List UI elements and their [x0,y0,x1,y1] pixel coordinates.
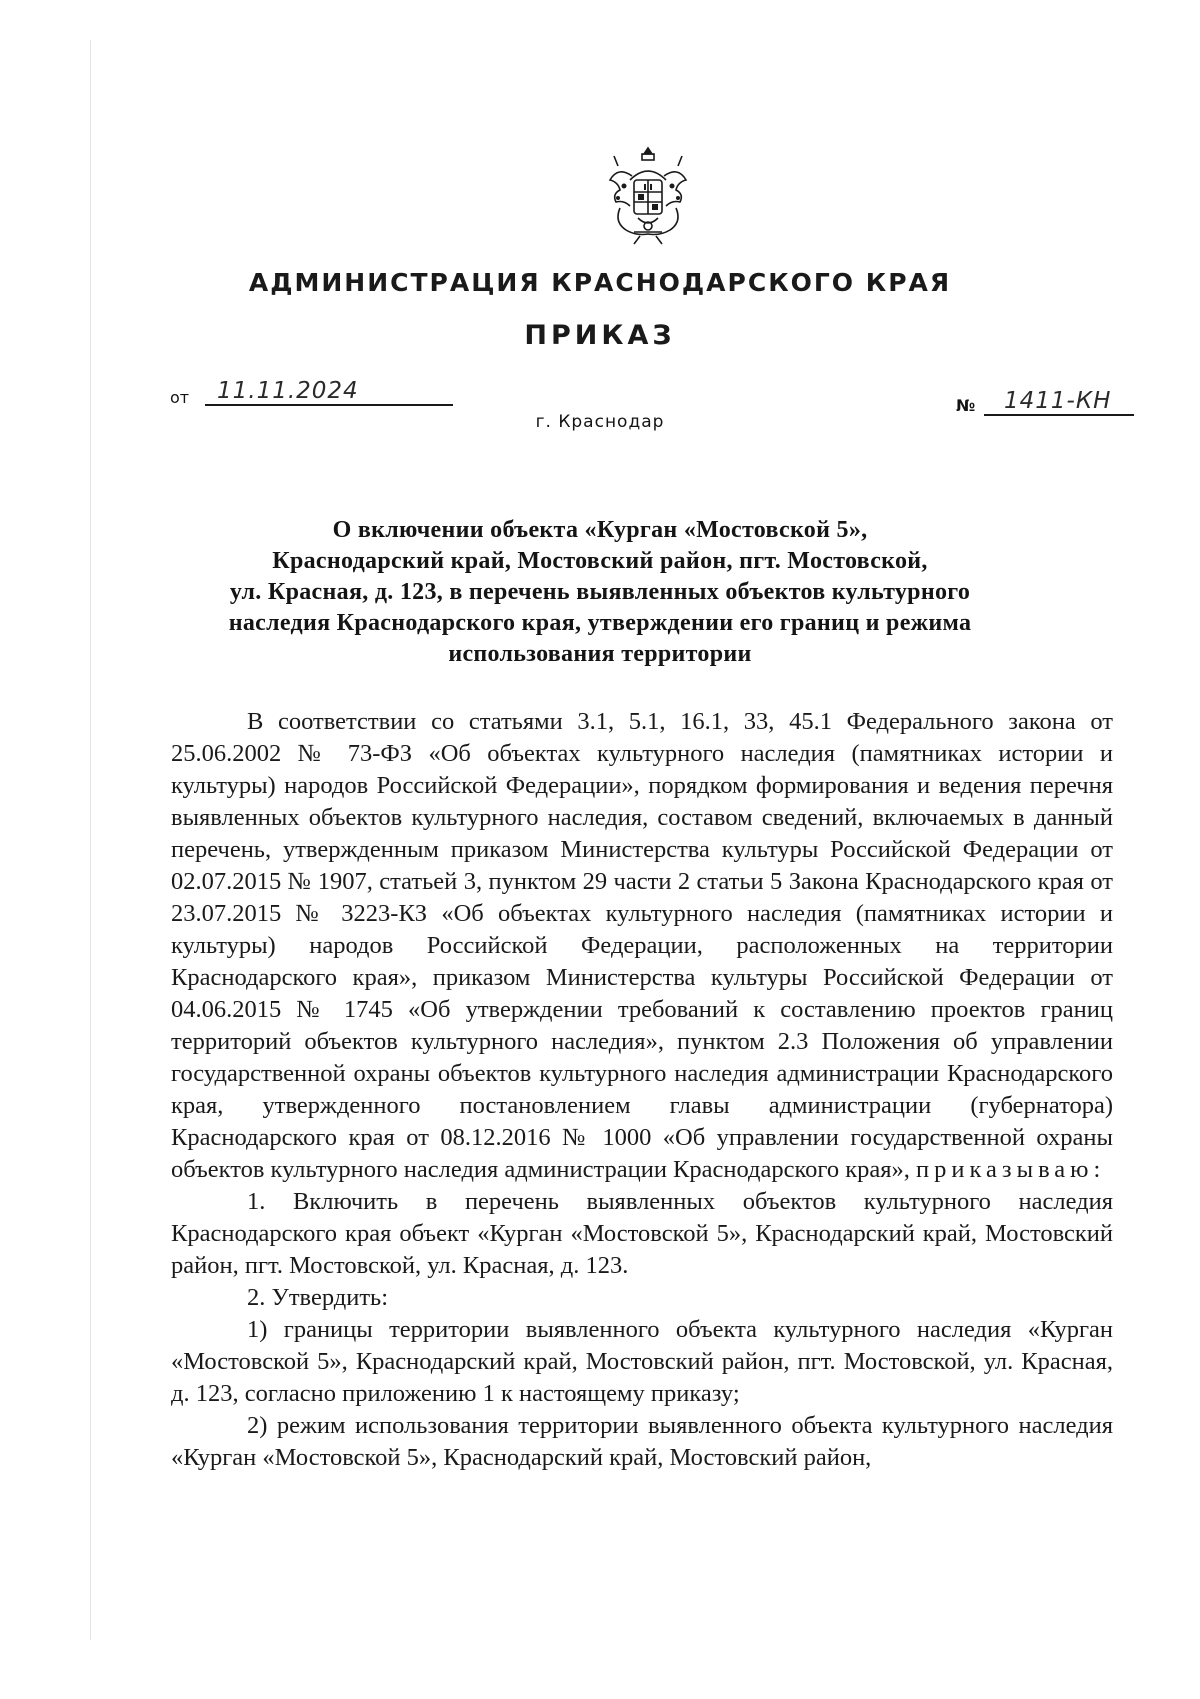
document-type-heading: ПРИКАЗ [524,320,676,351]
title-line: Краснодарский край, Мостовский район, пгт. Мостовской, [272,548,928,574]
document-title [150,515,1050,670]
date-value: 11.11.2024 [217,378,359,404]
item-1-paragraph: 1. Включить в перечень выявленных объектов культурного наследия Краснодарского края объект «Курган «Мостовской 5», Краснодарский край, Мостовский район, пгт. Мостовской, ул. Красная, д. 123. [171,1188,1113,1279]
item-2-paragraph: 2. Утвердить: [247,1284,389,1311]
document-body [171,706,1113,1474]
coat-of-arms-icon [604,146,692,246]
title-line: использования территории [448,641,752,667]
date-field [205,374,453,406]
city-label: г. Краснодар [535,412,665,432]
organization-heading: АДМИНИСТРАЦИЯ КРАСНОДАРСКОГО КРАЯ [248,268,952,297]
number-value: 1411-КН [1004,388,1112,414]
preamble-paragraph [171,706,1113,1186]
title-line: ул. Красная, д. 123, в перечень выявленных объектов культурного [229,579,971,605]
item-2-1-paragraph: 1) границы территории выявленного объекта культурного наследия «Курган «Мостовской 5», Краснодарский край, Мостовский район, пгт. Мостовской, ул. Красная, д. 123, согласно приложению 1 к настоящему приказу; [171,1316,1113,1407]
title-line: наследия Краснодарского края, утверждении его границ и режима [228,610,972,636]
date-label: от [170,388,190,407]
number-field [984,384,1134,416]
order-word: приказываю: [916,1156,1106,1183]
preamble-text: В соответствии со статьями 3.1, 5.1, 16.1, 33, 45.1 Федерального закона от 25.06.2002 № 73-ФЗ «Об объектах культурного наследия (памятниках истории и культуры) народов Российской Федерации», порядком формирования и ведения перечня выявленных объектов культурного наследия, составом сведений, включаемых в данный перечень, утвержденным приказом Министерства культуры Российской Федерации от 02.07.2015 № 1907, статьей 3, пунктом 29 части 2 статьи 5 Закона Краснодарского края от 23.07.2015 № 3223-КЗ «Об объектах культурного наследия (памятниках истории и культуры) народов Российской Федерации, расположенных на территории Краснодарского края», приказом Министерства культуры Российской Федерации от 04.06.2015 № 1745 «Об утверждении требований к составлению проектов границ территорий объектов культурного наследия», пунктом 2.3 Положения об управлении государственной охраны объектов культурного наследия администрации Краснодарского края, утвержденного постановлением главы администрации (губернатора) Краснодарского края от 08.12.2016 № 1000 «Об управлении государственной охраны объектов культурного наследия администрации Краснодарского края», [171,708,1113,1183]
number-label: № [956,396,976,415]
item-2-2-paragraph: 2) режим использования территории выявленного объекта культурного наследия «Курган «Мостовской 5», Краснодарский край, Мостовский район, [171,1412,1113,1471]
title-line: О включении объекта «Курган «Мостовской 5», [332,517,868,543]
